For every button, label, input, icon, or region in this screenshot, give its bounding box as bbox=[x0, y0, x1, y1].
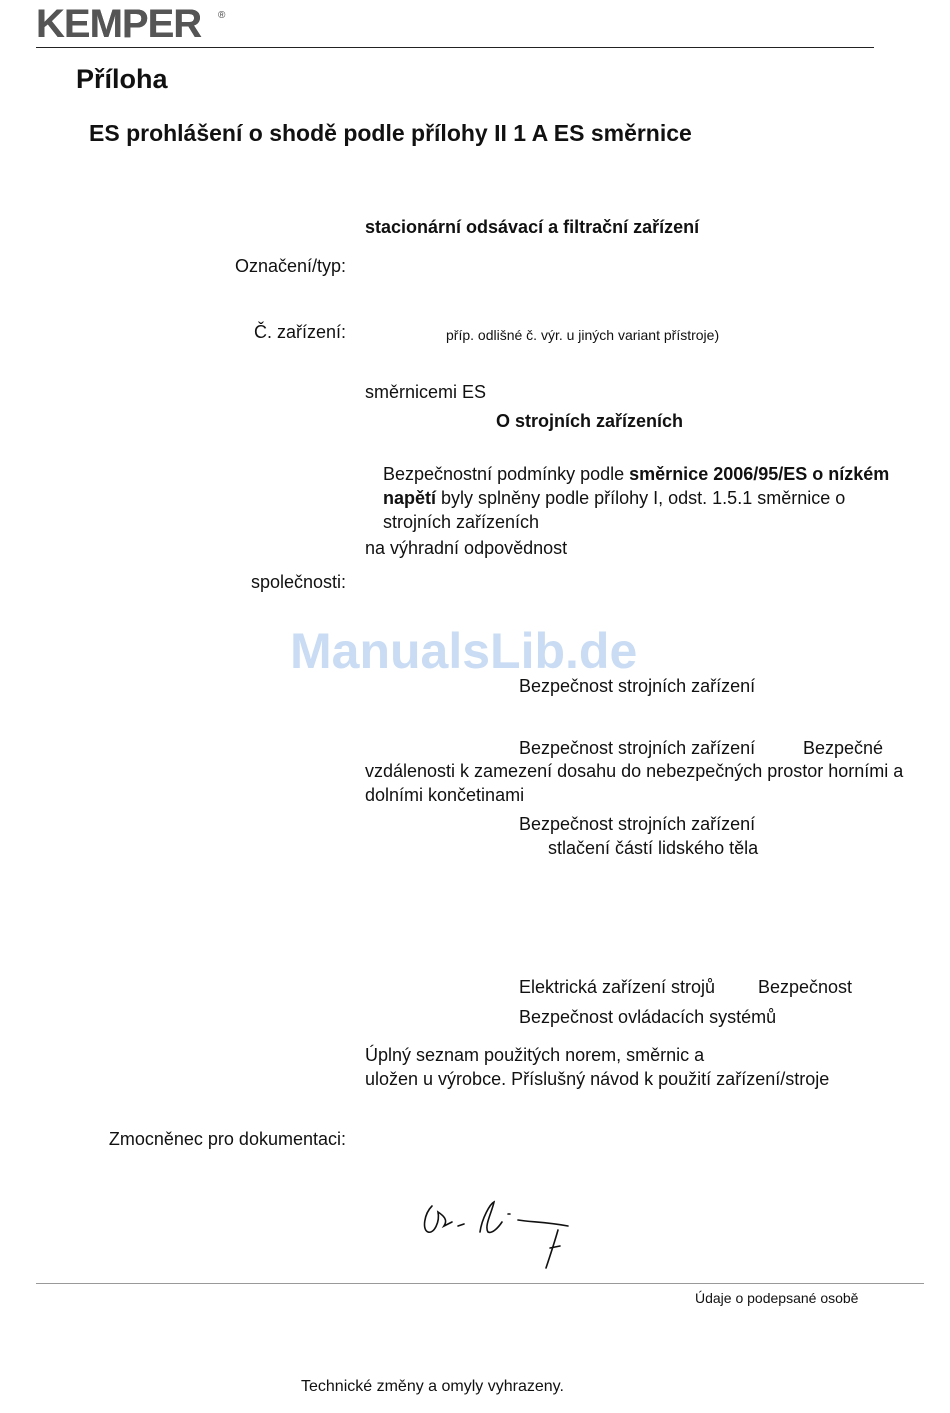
low-voltage-paragraph bbox=[383, 462, 903, 534]
standard-2-description: vzdálenosti k zamezení dosahu do nebezpečných prostor horními a dolními končetinami bbox=[365, 761, 904, 805]
full-list-line-2: uložen u výrobce. Příslušný návod k použití zařízení/stroje bbox=[365, 1069, 830, 1089]
standard-2-title: Bezpečnost strojních zařízení bbox=[519, 738, 756, 758]
product-description: stacionární odsávací a filtrační zařízení bbox=[365, 217, 700, 237]
header-rule bbox=[36, 47, 874, 48]
page-subtitle: ES prohlášení o shodě podle přílohy II 1 A ES směrnice bbox=[89, 120, 692, 146]
documentation-label: Zmocněnec pro dokumentaci: bbox=[108, 1129, 346, 1149]
signature-caption: Údaje o podepsané osobě bbox=[695, 1290, 859, 1306]
standard-4-title: Elektrická zařízení strojů bbox=[519, 977, 716, 997]
signature-rule bbox=[36, 1283, 924, 1284]
standard-5: Bezpečnost ovládacích systémů bbox=[519, 1007, 777, 1027]
directives-label: směrnicemi ES bbox=[365, 382, 487, 402]
standard-4-subtitle: Bezpečnost bbox=[758, 977, 853, 997]
standard-1: Bezpečnost strojních zařízení bbox=[519, 676, 756, 696]
registered-mark: ® bbox=[218, 10, 226, 21]
low-voltage-directive: směrnice 2006/95/ES o nízkém napětí bbox=[383, 464, 890, 508]
logo-text: KEMPER bbox=[36, 2, 202, 46]
device-no-note: příp. odlišné č. výr. u jiných variant přístroje) bbox=[446, 327, 720, 343]
company-label: společnosti: bbox=[250, 572, 346, 592]
watermark: ManualsLib.de bbox=[290, 623, 638, 679]
kemper-logo bbox=[36, 2, 201, 47]
type-label: Označení/typ: bbox=[234, 256, 346, 276]
page-title: Příloha bbox=[76, 64, 168, 94]
responsibility-text: na výhradní odpovědnost bbox=[365, 538, 568, 558]
device-no-label: Č. zařízení: bbox=[253, 322, 346, 342]
standard-3-subtitle: stlačení částí lidského těla bbox=[548, 838, 759, 858]
low-voltage-text-2: byly splněny podle přílohy I, odst. 1.5.1 směrnice o strojních zařízeních bbox=[383, 488, 846, 532]
full-list-line-1: Úplný seznam použitých norem, směrnic a bbox=[365, 1045, 705, 1065]
machinery-directive: O strojních zařízeních bbox=[496, 411, 684, 431]
low-voltage-text-1: Bezpečnostní podmínky podle bbox=[383, 464, 630, 484]
standard-2-subtitle: Bezpečné bbox=[803, 738, 884, 758]
handwritten-signature bbox=[418, 1192, 578, 1272]
footer-note: Technické změny a omyly vyhrazeny. bbox=[301, 1378, 564, 1395]
standard-3-title: Bezpečnost strojních zařízení bbox=[519, 814, 756, 834]
